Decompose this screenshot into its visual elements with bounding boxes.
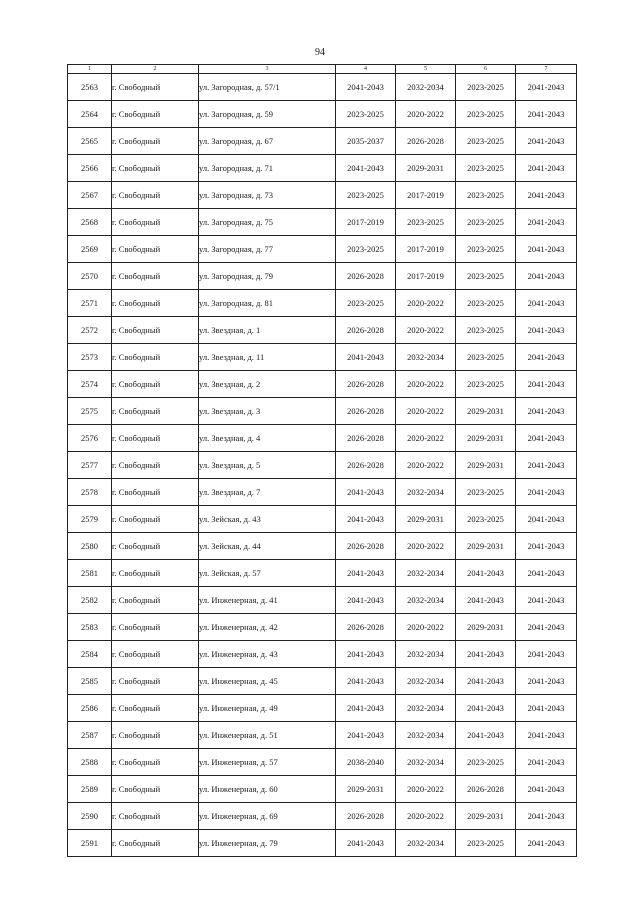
city-cell: г. Свободный bbox=[112, 182, 199, 209]
row-number-cell: 2583 bbox=[68, 614, 112, 641]
address-cell: ул. Звездная, д. 11 bbox=[199, 344, 336, 371]
period-cell-col7: 2041-2043 bbox=[516, 830, 577, 857]
period-cell-col6: 2023-2025 bbox=[456, 371, 516, 398]
period-cell-col7: 2041-2043 bbox=[516, 290, 577, 317]
period-cell-col5: 2017-2019 bbox=[396, 182, 456, 209]
period-cell-col6: 2023-2025 bbox=[456, 74, 516, 101]
table-row bbox=[68, 803, 577, 830]
table-row bbox=[68, 371, 577, 398]
period-cell-col7: 2041-2043 bbox=[516, 641, 577, 668]
period-cell-col4: 2023-2025 bbox=[336, 236, 396, 263]
period-cell-col6: 2041-2043 bbox=[456, 722, 516, 749]
table-row bbox=[68, 290, 577, 317]
period-cell-col4: 2026-2028 bbox=[336, 317, 396, 344]
city-cell: г. Свободный bbox=[112, 614, 199, 641]
period-cell-col5: 2020-2022 bbox=[396, 371, 456, 398]
city-cell: г. Свободный bbox=[112, 533, 199, 560]
city-cell: г. Свободный bbox=[112, 371, 199, 398]
period-cell-col5: 2032-2034 bbox=[396, 668, 456, 695]
address-cell: ул. Зейская, д. 43 bbox=[199, 506, 336, 533]
period-cell-col5: 2020-2022 bbox=[396, 290, 456, 317]
city-cell: г. Свободный bbox=[112, 128, 199, 155]
period-cell-col6: 2041-2043 bbox=[456, 668, 516, 695]
city-cell: г. Свободный bbox=[112, 776, 199, 803]
period-cell-col6: 2041-2043 bbox=[456, 560, 516, 587]
period-cell-col6: 2023-2025 bbox=[456, 155, 516, 182]
city-cell: г. Свободный bbox=[112, 722, 199, 749]
period-cell-col5: 2020-2022 bbox=[396, 101, 456, 128]
table-row bbox=[68, 209, 577, 236]
period-cell-col7: 2041-2043 bbox=[516, 182, 577, 209]
city-cell: г. Свободный bbox=[112, 668, 199, 695]
address-cell: ул. Загородная, д. 81 bbox=[199, 290, 336, 317]
table-row bbox=[68, 749, 577, 776]
address-cell: ул. Загородная, д. 79 bbox=[199, 263, 336, 290]
period-cell-col7: 2041-2043 bbox=[516, 803, 577, 830]
period-cell-col7: 2041-2043 bbox=[516, 749, 577, 776]
period-cell-col6: 2023-2025 bbox=[456, 479, 516, 506]
city-cell: г. Свободный bbox=[112, 803, 199, 830]
period-cell-col4: 2041-2043 bbox=[336, 695, 396, 722]
period-cell-col4: 2026-2028 bbox=[336, 263, 396, 290]
page-number: 94 bbox=[315, 47, 325, 58]
period-cell-col6: 2029-2031 bbox=[456, 803, 516, 830]
period-cell-col7: 2041-2043 bbox=[516, 209, 577, 236]
address-cell: ул. Звездная, д. 5 bbox=[199, 452, 336, 479]
period-cell-col6: 2041-2043 bbox=[456, 641, 516, 668]
table-row bbox=[68, 668, 577, 695]
table-row bbox=[68, 101, 577, 128]
period-cell-col4: 2026-2028 bbox=[336, 803, 396, 830]
row-number-cell: 2566 bbox=[68, 155, 112, 182]
period-cell-col7: 2041-2043 bbox=[516, 776, 577, 803]
period-cell-col7: 2041-2043 bbox=[516, 533, 577, 560]
period-cell-col5: 2017-2019 bbox=[396, 236, 456, 263]
row-number-cell: 2587 bbox=[68, 722, 112, 749]
period-cell-col4: 2026-2028 bbox=[336, 614, 396, 641]
period-cell-col7: 2041-2043 bbox=[516, 371, 577, 398]
address-cell: ул. Зейская, д. 57 bbox=[199, 560, 336, 587]
city-cell: г. Свободный bbox=[112, 344, 199, 371]
period-cell-col7: 2041-2043 bbox=[516, 398, 577, 425]
row-number-cell: 2591 bbox=[68, 830, 112, 857]
period-cell-col6: 2023-2025 bbox=[456, 317, 516, 344]
period-cell-col5: 2032-2034 bbox=[396, 560, 456, 587]
row-number-cell: 2575 bbox=[68, 398, 112, 425]
row-number-cell: 2571 bbox=[68, 290, 112, 317]
period-cell-col6: 2029-2031 bbox=[456, 425, 516, 452]
table-row bbox=[68, 479, 577, 506]
period-cell-col6: 2023-2025 bbox=[456, 101, 516, 128]
period-cell-col5: 2020-2022 bbox=[396, 614, 456, 641]
address-cell: ул. Звездная, д. 7 bbox=[199, 479, 336, 506]
column-header: 7 bbox=[516, 65, 577, 74]
address-cell: ул. Инженерная, д. 42 bbox=[199, 614, 336, 641]
table-row bbox=[68, 344, 577, 371]
header-row bbox=[68, 65, 577, 74]
period-cell-col5: 2020-2022 bbox=[396, 398, 456, 425]
address-cell: ул. Инженерная, д. 60 bbox=[199, 776, 336, 803]
period-cell-col4: 2026-2028 bbox=[336, 371, 396, 398]
table-row bbox=[68, 398, 577, 425]
address-cell: ул. Загородная, д. 73 bbox=[199, 182, 336, 209]
period-cell-col7: 2041-2043 bbox=[516, 668, 577, 695]
row-number-cell: 2586 bbox=[68, 695, 112, 722]
row-number-cell: 2563 bbox=[68, 74, 112, 101]
row-number-cell: 2576 bbox=[68, 425, 112, 452]
address-cell: ул. Инженерная, д. 45 bbox=[199, 668, 336, 695]
row-number-cell: 2574 bbox=[68, 371, 112, 398]
column-header: 3 bbox=[199, 65, 336, 74]
city-cell: г. Свободный bbox=[112, 155, 199, 182]
period-cell-col5: 2032-2034 bbox=[396, 344, 456, 371]
city-cell: г. Свободный bbox=[112, 398, 199, 425]
period-cell-col4: 2023-2025 bbox=[336, 290, 396, 317]
city-cell: г. Свободный bbox=[112, 695, 199, 722]
city-cell: г. Свободный bbox=[112, 209, 199, 236]
address-cell: ул. Инженерная, д. 69 bbox=[199, 803, 336, 830]
address-cell: ул. Загородная, д. 59 bbox=[199, 101, 336, 128]
period-cell-col4: 2041-2043 bbox=[336, 479, 396, 506]
period-cell-col5: 2020-2022 bbox=[396, 533, 456, 560]
table-row bbox=[68, 722, 577, 749]
table-row bbox=[68, 830, 577, 857]
row-number-cell: 2590 bbox=[68, 803, 112, 830]
table-row bbox=[68, 182, 577, 209]
period-cell-col4: 2041-2043 bbox=[336, 668, 396, 695]
table-row bbox=[68, 317, 577, 344]
city-cell: г. Свободный bbox=[112, 263, 199, 290]
period-cell-col4: 2041-2043 bbox=[336, 506, 396, 533]
table-row bbox=[68, 614, 577, 641]
row-number-cell: 2564 bbox=[68, 101, 112, 128]
row-number-cell: 2581 bbox=[68, 560, 112, 587]
period-cell-col4: 2026-2028 bbox=[336, 425, 396, 452]
address-cell: ул. Звездная, д. 4 bbox=[199, 425, 336, 452]
period-cell-col6: 2023-2025 bbox=[456, 128, 516, 155]
city-cell: г. Свободный bbox=[112, 587, 199, 614]
table-row bbox=[68, 263, 577, 290]
period-cell-col4: 2041-2043 bbox=[336, 641, 396, 668]
row-number-cell: 2572 bbox=[68, 317, 112, 344]
period-cell-col7: 2041-2043 bbox=[516, 722, 577, 749]
city-cell: г. Свободный bbox=[112, 749, 199, 776]
period-cell-col6: 2041-2043 bbox=[456, 587, 516, 614]
address-cell: ул. Инженерная, д. 43 bbox=[199, 641, 336, 668]
period-cell-col4: 2041-2043 bbox=[336, 155, 396, 182]
address-cell: ул. Инженерная, д. 41 bbox=[199, 587, 336, 614]
period-cell-col7: 2041-2043 bbox=[516, 317, 577, 344]
city-cell: г. Свободный bbox=[112, 452, 199, 479]
period-cell-col5: 2032-2034 bbox=[396, 641, 456, 668]
column-header: 6 bbox=[456, 65, 516, 74]
address-cell: ул. Загородная, д. 57/1 bbox=[199, 74, 336, 101]
period-cell-col4: 2041-2043 bbox=[336, 587, 396, 614]
table-row bbox=[68, 506, 577, 533]
table-row bbox=[68, 587, 577, 614]
period-cell-col7: 2041-2043 bbox=[516, 614, 577, 641]
row-number-cell: 2578 bbox=[68, 479, 112, 506]
table-row bbox=[68, 452, 577, 479]
address-cell: ул. Зейская, д. 44 bbox=[199, 533, 336, 560]
table-row bbox=[68, 155, 577, 182]
period-cell-col4: 2041-2043 bbox=[336, 830, 396, 857]
address-cell: ул. Загородная, д. 77 bbox=[199, 236, 336, 263]
period-cell-col6: 2023-2025 bbox=[456, 830, 516, 857]
period-cell-col5: 2020-2022 bbox=[396, 803, 456, 830]
city-cell: г. Свободный bbox=[112, 236, 199, 263]
column-header: 2 bbox=[112, 65, 199, 74]
period-cell-col6: 2026-2028 bbox=[456, 776, 516, 803]
city-cell: г. Свободный bbox=[112, 74, 199, 101]
row-number-cell: 2568 bbox=[68, 209, 112, 236]
row-number-cell: 2577 bbox=[68, 452, 112, 479]
period-cell-col5: 2032-2034 bbox=[396, 722, 456, 749]
address-cell: ул. Инженерная, д. 79 bbox=[199, 830, 336, 857]
city-cell: г. Свободный bbox=[112, 560, 199, 587]
period-cell-col5: 2017-2019 bbox=[396, 263, 456, 290]
period-cell-col4: 2026-2028 bbox=[336, 398, 396, 425]
row-number-cell: 2579 bbox=[68, 506, 112, 533]
period-cell-col6: 2041-2043 bbox=[456, 695, 516, 722]
period-cell-col4: 2041-2043 bbox=[336, 344, 396, 371]
period-cell-col7: 2041-2043 bbox=[516, 695, 577, 722]
period-cell-col4: 2041-2043 bbox=[336, 722, 396, 749]
period-cell-col4: 2041-2043 bbox=[336, 560, 396, 587]
period-cell-col4: 2035-2037 bbox=[336, 128, 396, 155]
period-cell-col4: 2029-2031 bbox=[336, 776, 396, 803]
period-cell-col7: 2041-2043 bbox=[516, 560, 577, 587]
column-header: 5 bbox=[396, 65, 456, 74]
address-cell: ул. Звездная, д. 2 bbox=[199, 371, 336, 398]
row-number-cell: 2589 bbox=[68, 776, 112, 803]
period-cell-col4: 2041-2043 bbox=[336, 74, 396, 101]
period-cell-col7: 2041-2043 bbox=[516, 236, 577, 263]
period-cell-col5: 2023-2025 bbox=[396, 209, 456, 236]
period-cell-col7: 2041-2043 bbox=[516, 425, 577, 452]
table-row bbox=[68, 695, 577, 722]
period-cell-col5: 2032-2034 bbox=[396, 830, 456, 857]
period-cell-col4: 2023-2025 bbox=[336, 182, 396, 209]
column-header: 4 bbox=[336, 65, 396, 74]
period-cell-col6: 2029-2031 bbox=[456, 533, 516, 560]
period-cell-col5: 2029-2031 bbox=[396, 155, 456, 182]
table-row bbox=[68, 533, 577, 560]
table-row bbox=[68, 236, 577, 263]
period-cell-col5: 2032-2034 bbox=[396, 479, 456, 506]
address-cell: ул. Инженерная, д. 57 bbox=[199, 749, 336, 776]
city-cell: г. Свободный bbox=[112, 290, 199, 317]
period-cell-col7: 2041-2043 bbox=[516, 587, 577, 614]
period-cell-col6: 2023-2025 bbox=[456, 506, 516, 533]
row-number-cell: 2570 bbox=[68, 263, 112, 290]
period-cell-col4: 2017-2019 bbox=[336, 209, 396, 236]
address-cell: ул. Звездная, д. 1 bbox=[199, 317, 336, 344]
period-cell-col7: 2041-2043 bbox=[516, 128, 577, 155]
address-cell: ул. Инженерная, д. 51 bbox=[199, 722, 336, 749]
period-cell-col7: 2041-2043 bbox=[516, 74, 577, 101]
period-cell-col6: 2023-2025 bbox=[456, 290, 516, 317]
row-number-cell: 2573 bbox=[68, 344, 112, 371]
address-cell: ул. Загородная, д. 71 bbox=[199, 155, 336, 182]
table-body bbox=[68, 74, 577, 857]
period-cell-col7: 2041-2043 bbox=[516, 452, 577, 479]
address-cell: ул. Инженерная, д. 49 bbox=[199, 695, 336, 722]
city-cell: г. Свободный bbox=[112, 641, 199, 668]
address-cell: ул. Звездная, д. 3 bbox=[199, 398, 336, 425]
period-cell-col5: 2020-2022 bbox=[396, 317, 456, 344]
period-cell-col4: 2038-2040 bbox=[336, 749, 396, 776]
period-cell-col5: 2020-2022 bbox=[396, 452, 456, 479]
period-cell-col7: 2041-2043 bbox=[516, 101, 577, 128]
period-cell-col6: 2023-2025 bbox=[456, 749, 516, 776]
period-cell-col4: 2023-2025 bbox=[336, 101, 396, 128]
city-cell: г. Свободный bbox=[112, 425, 199, 452]
period-cell-col6: 2023-2025 bbox=[456, 344, 516, 371]
address-cell: ул. Загородная, д. 67 bbox=[199, 128, 336, 155]
table-row bbox=[68, 560, 577, 587]
period-cell-col5: 2032-2034 bbox=[396, 749, 456, 776]
period-cell-col5: 2029-2031 bbox=[396, 506, 456, 533]
row-number-cell: 2565 bbox=[68, 128, 112, 155]
period-cell-col7: 2041-2043 bbox=[516, 479, 577, 506]
table-row bbox=[68, 74, 577, 101]
period-cell-col6: 2029-2031 bbox=[456, 398, 516, 425]
row-number-cell: 2567 bbox=[68, 182, 112, 209]
city-cell: г. Свободный bbox=[112, 101, 199, 128]
period-cell-col7: 2041-2043 bbox=[516, 263, 577, 290]
period-cell-col5: 2020-2022 bbox=[396, 425, 456, 452]
city-cell: г. Свободный bbox=[112, 317, 199, 344]
table-row bbox=[68, 641, 577, 668]
row-number-cell: 2584 bbox=[68, 641, 112, 668]
table-row bbox=[68, 128, 577, 155]
period-cell-col6: 2023-2025 bbox=[456, 182, 516, 209]
period-cell-col6: 2029-2031 bbox=[456, 614, 516, 641]
period-cell-col5: 2032-2034 bbox=[396, 587, 456, 614]
period-cell-col5: 2026-2028 bbox=[396, 128, 456, 155]
period-cell-col5: 2032-2034 bbox=[396, 695, 456, 722]
row-number-cell: 2588 bbox=[68, 749, 112, 776]
city-cell: г. Свободный bbox=[112, 830, 199, 857]
period-cell-col4: 2026-2028 bbox=[336, 533, 396, 560]
city-cell: г. Свободный bbox=[112, 479, 199, 506]
row-number-cell: 2580 bbox=[68, 533, 112, 560]
row-number-cell: 2585 bbox=[68, 668, 112, 695]
table-row bbox=[68, 425, 577, 452]
period-cell-col7: 2041-2043 bbox=[516, 506, 577, 533]
period-cell-col4: 2026-2028 bbox=[336, 452, 396, 479]
period-cell-col7: 2041-2043 bbox=[516, 155, 577, 182]
period-cell-col6: 2023-2025 bbox=[456, 263, 516, 290]
row-number-cell: 2569 bbox=[68, 236, 112, 263]
row-number-cell: 2582 bbox=[68, 587, 112, 614]
period-cell-col6: 2029-2031 bbox=[456, 452, 516, 479]
city-cell: г. Свободный bbox=[112, 506, 199, 533]
period-cell-col5: 2032-2034 bbox=[396, 74, 456, 101]
data-table bbox=[67, 64, 577, 857]
period-cell-col7: 2041-2043 bbox=[516, 344, 577, 371]
period-cell-col5: 2020-2022 bbox=[396, 776, 456, 803]
period-cell-col6: 2023-2025 bbox=[456, 209, 516, 236]
column-header: 1 bbox=[68, 65, 112, 74]
period-cell-col6: 2023-2025 bbox=[456, 236, 516, 263]
address-cell: ул. Загородная, д. 75 bbox=[199, 209, 336, 236]
table-row bbox=[68, 776, 577, 803]
